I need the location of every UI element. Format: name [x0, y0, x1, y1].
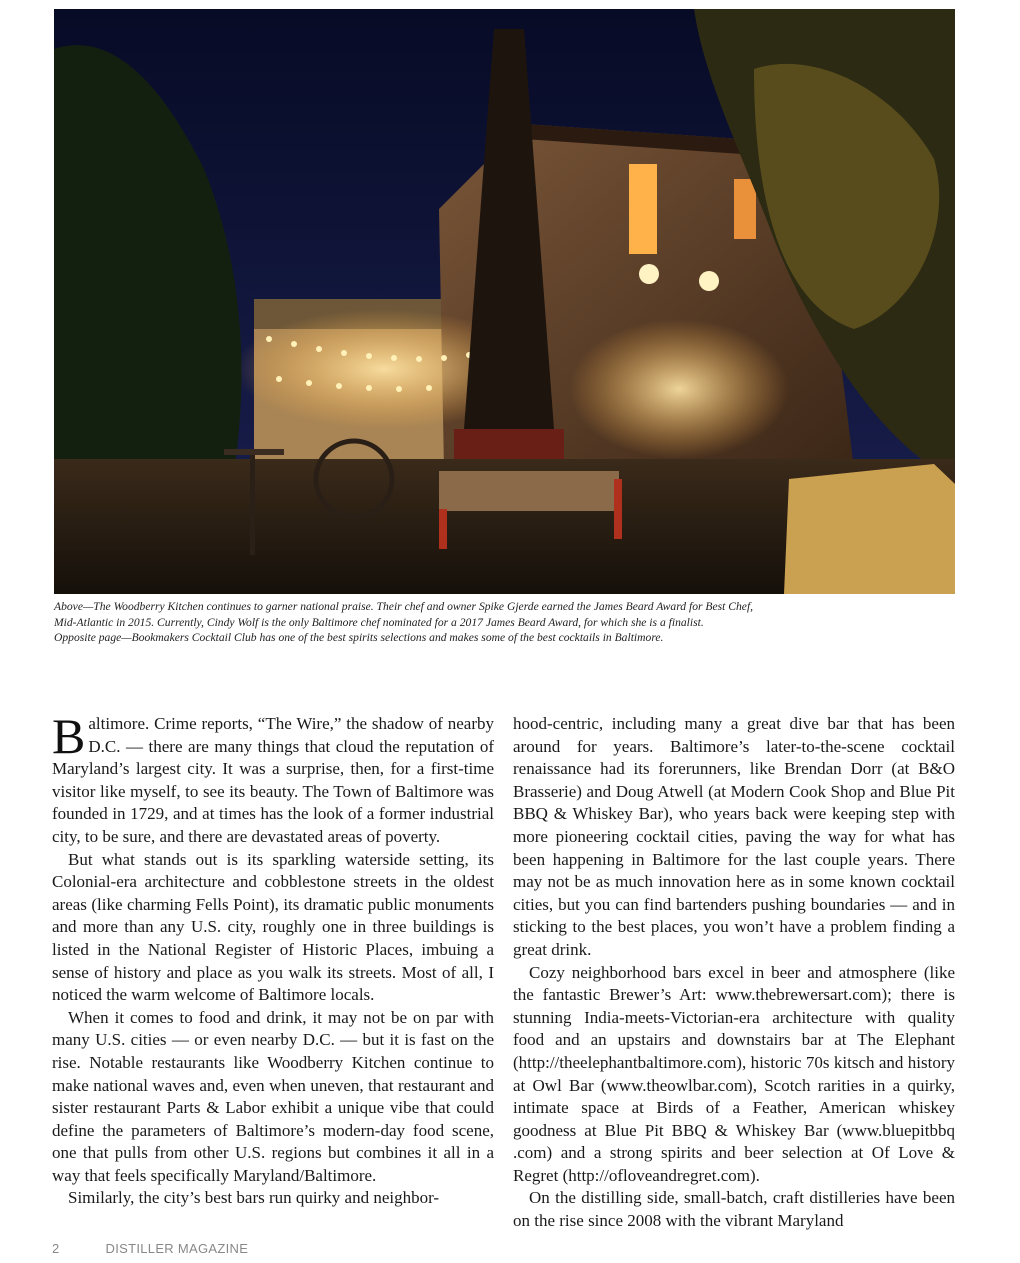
article-paragraph: Cozy neighborhood bars excel in beer and atmosphere (like the fantastic Brewer’s Art: www.thebrewersart.com); there is stunning India-meets-Victorian-era architecture with quality food and an upstairs and downstairs bar at The Elephant (http://theelephantbaltimore.com), historic 70s kitsch and history at Owl Bar (www.theowlbar.com), Scotch rarities in a quirky, intimate space at Birds of a Feather, American whiskey goodness at Blue Pit BBQ & Whiskey Bar (www.bluepitbbq​.com) and a strong spirits and beer selection at Of Love & Regret (http://ofloveandregret.com).: [513, 962, 955, 1185]
article-column-left: [52, 708, 494, 1210]
courtyard-night-image: [54, 9, 955, 594]
article-photo: [54, 9, 955, 594]
caption-line: Mid-Atlantic in 2015. Currently, Cindy Wolf is the only Baltimore chef nominated for a 2017 James Beard Award, for which she is a finalist.: [54, 615, 704, 629]
page-number: 2: [52, 1241, 60, 1256]
article-paragraph: hood-centric, including many a great dive bar that has been around for years. Baltimore’s later-to-the-scene cocktail renaissance had its forerunners, like Brendan Dorr (at B&O Brasserie) and Doug Atwell (at Modern Cook Shop and Blue Pit BBQ & Whiskey Bar), who years back were keeping step with more pioneering cocktail cities, paving the way for what has been happening in Baltimore for the last couple years. There may not be as much innovation here as in some known cocktail cities, but you can find bartenders pushing boundaries — and in sticking to the best places, you won’t have a problem finding a great drink.: [513, 714, 955, 959]
photo-caption: [54, 599, 964, 646]
article-paragraph: On the distilling side, small-batch, craft distilleries have been on the rise since 2008 with the vibrant Maryland: [513, 1188, 955, 1231]
page-footer: [52, 1241, 248, 1256]
magazine-name: DISTILLER MAGAZINE: [105, 1241, 249, 1256]
article-paragraph: But what stands out is its sparkling waterside setting, its Colonial-era architecture and cobblestone streets in the oldest areas (like charming Fells Point), its dramatic public monuments and more than any U.S. city, roughly one in three buildings is listed in the National Register of Historic Places, imbuing a sense of history and place as you walk its streets. Most of all, I noticed the warm welcome of Baltimore locals.: [52, 849, 494, 1005]
caption-line: Above—The Woodberry Kitchen continues to garner national praise. Their chef and owner Spike Gjerde earned the James Beard Award for Best Chef,: [54, 600, 754, 613]
drop-cap: B: [52, 708, 86, 764]
article-paragraph: Similarly, the city’s best bars run quirky and neighbor-: [68, 1188, 440, 1208]
paragraph-text: altimore. Crime reports, “The Wire,” the shadow of nearby D.C. — there are many things that cloud the reputation of Maryland’s largest city. It was a surprise, then, for a first-time visitor like myself, to see its beauty. The Town of Baltimore was founded in 1729, and at times has the look of a former industrial city, to be sure, and there are devastated areas of poverty.: [52, 714, 494, 846]
article-column-right: [513, 713, 955, 1233]
article-paragraph: [52, 708, 494, 849]
caption-line: Opposite page—Bookmakers Cocktail Club has one of the best spirits selections and makes some of the best cocktails in Baltimore.: [54, 631, 664, 644]
article-paragraph: When it comes to food and drink, it may not be on par with many U.S. cities — or even nearby D.C. — but it is fast on the rise. Notable restaurants like Woodberry Kitchen continue to make national waves and, even when uneven, that restaurant and sister restaurant Parts & Labor exhibit a unique vibe that could define the parameters of Baltimore’s modern-day food scene, one that pulls from other U.S. regions but combines it all in a way that feels specifically Maryland/Baltimore.: [52, 1007, 494, 1185]
